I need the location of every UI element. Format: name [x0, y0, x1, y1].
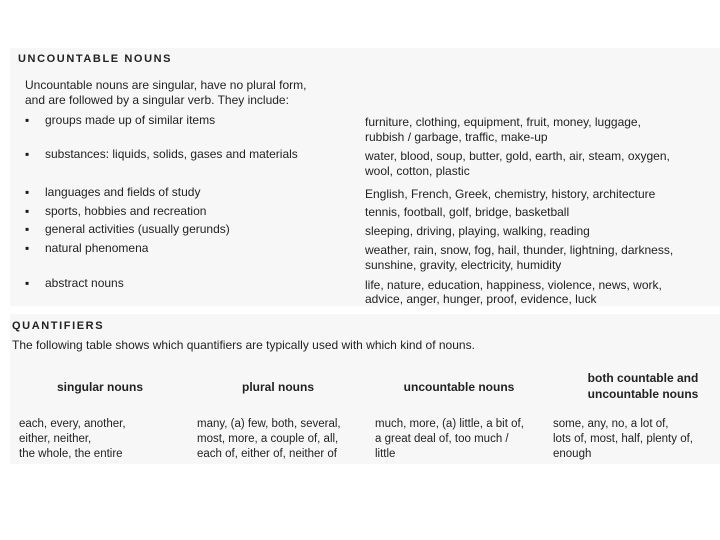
bullet-icon: ▪ — [25, 241, 30, 255]
bullet-icon: ▪ — [25, 147, 30, 161]
row-examples-line: life, nature, education, happiness, violence, news, work, — [365, 278, 662, 292]
quantifier-line: little — [375, 448, 396, 460]
quantifier-line: many, (a) few, both, several, — [197, 418, 341, 430]
row-category: groups made up of similar items — [45, 113, 216, 127]
bullet-icon: ▪ — [25, 276, 30, 290]
quantifiers-intro: The following table shows which quantifiers are typically used with which kind of nouns. — [12, 338, 475, 352]
uncountable-heading: UNCOUNTABLE NOUNS — [18, 53, 173, 65]
quantifiers-heading: QUANTIFIERS — [12, 320, 105, 332]
bullet-icon: ▪ — [25, 204, 30, 218]
row-examples-line: sleeping, driving, playing, walking, reading — [365, 224, 590, 238]
quantifier-line: each of, either of, neither of — [197, 448, 338, 460]
quantifier-line: enough — [553, 448, 592, 460]
quantifier-line: the whole, the entire — [19, 448, 123, 460]
quantifier-line: most, more, a couple of, all, — [197, 433, 339, 445]
row-examples-line: tennis, football, golf, bridge, basketball — [365, 205, 570, 219]
row-examples-line: weather, rain, snow, fog, hail, thunder, lightning, darkness, — [365, 243, 674, 257]
quantifier-line: each, every, another, — [19, 418, 126, 430]
column-header-both-line-1: both countable and — [587, 371, 699, 385]
row-examples-line: rubbish / garbage, traffic, make-up — [365, 130, 548, 144]
row-examples-line: furniture, clothing, equipment, fruit, money, luggage, — [365, 115, 641, 129]
column-header-uncountable: uncountable nouns — [403, 380, 515, 394]
row-category: languages and fields of study — [45, 185, 201, 199]
uncountable-intro-line-2: and are followed by a singular verb. They include: — [25, 93, 289, 107]
quantifier-line: lots of, most, half, plenty of, — [553, 433, 693, 445]
row-examples-line: sunshine, gravity, electricity, humidity — [365, 258, 562, 272]
row-category: natural phenomena — [45, 241, 149, 255]
row-category: general activities (usually gerunds) — [45, 222, 230, 236]
row-examples-line: English, French, Greek, chemistry, history, architecture — [365, 187, 656, 201]
row-examples-line: advice, anger, hunger, proof, evidence, luck — [365, 292, 597, 306]
bullet-icon: ▪ — [25, 222, 30, 236]
quantifier-line: either, neither, — [19, 433, 92, 445]
uncountable-intro-line-1: Uncountable nouns are singular, have no plural form, — [25, 78, 307, 92]
row-examples-line: water, blood, soup, butter, gold, earth, air, steam, oxygen, — [365, 149, 670, 163]
row-examples-line: wool, cotton, plastic — [365, 164, 470, 178]
bullet-icon: ▪ — [25, 113, 30, 127]
row-category: sports, hobbies and recreation — [45, 204, 207, 218]
row-category: abstract nouns — [45, 276, 124, 290]
column-header-singular: singular nouns — [56, 380, 143, 394]
column-header-plural: plural nouns — [242, 380, 314, 394]
bullet-icon: ▪ — [25, 185, 30, 199]
quantifier-line: much, more, (a) little, a bit of, — [375, 418, 524, 430]
row-category: substances: liquids, solids, gases and materials — [45, 147, 298, 161]
quantifier-line: a great deal of, too much / — [375, 433, 509, 445]
quantifier-line: some, any, no, a lot of, — [553, 418, 669, 430]
column-header-both-line-2: uncountable nouns — [587, 387, 699, 401]
